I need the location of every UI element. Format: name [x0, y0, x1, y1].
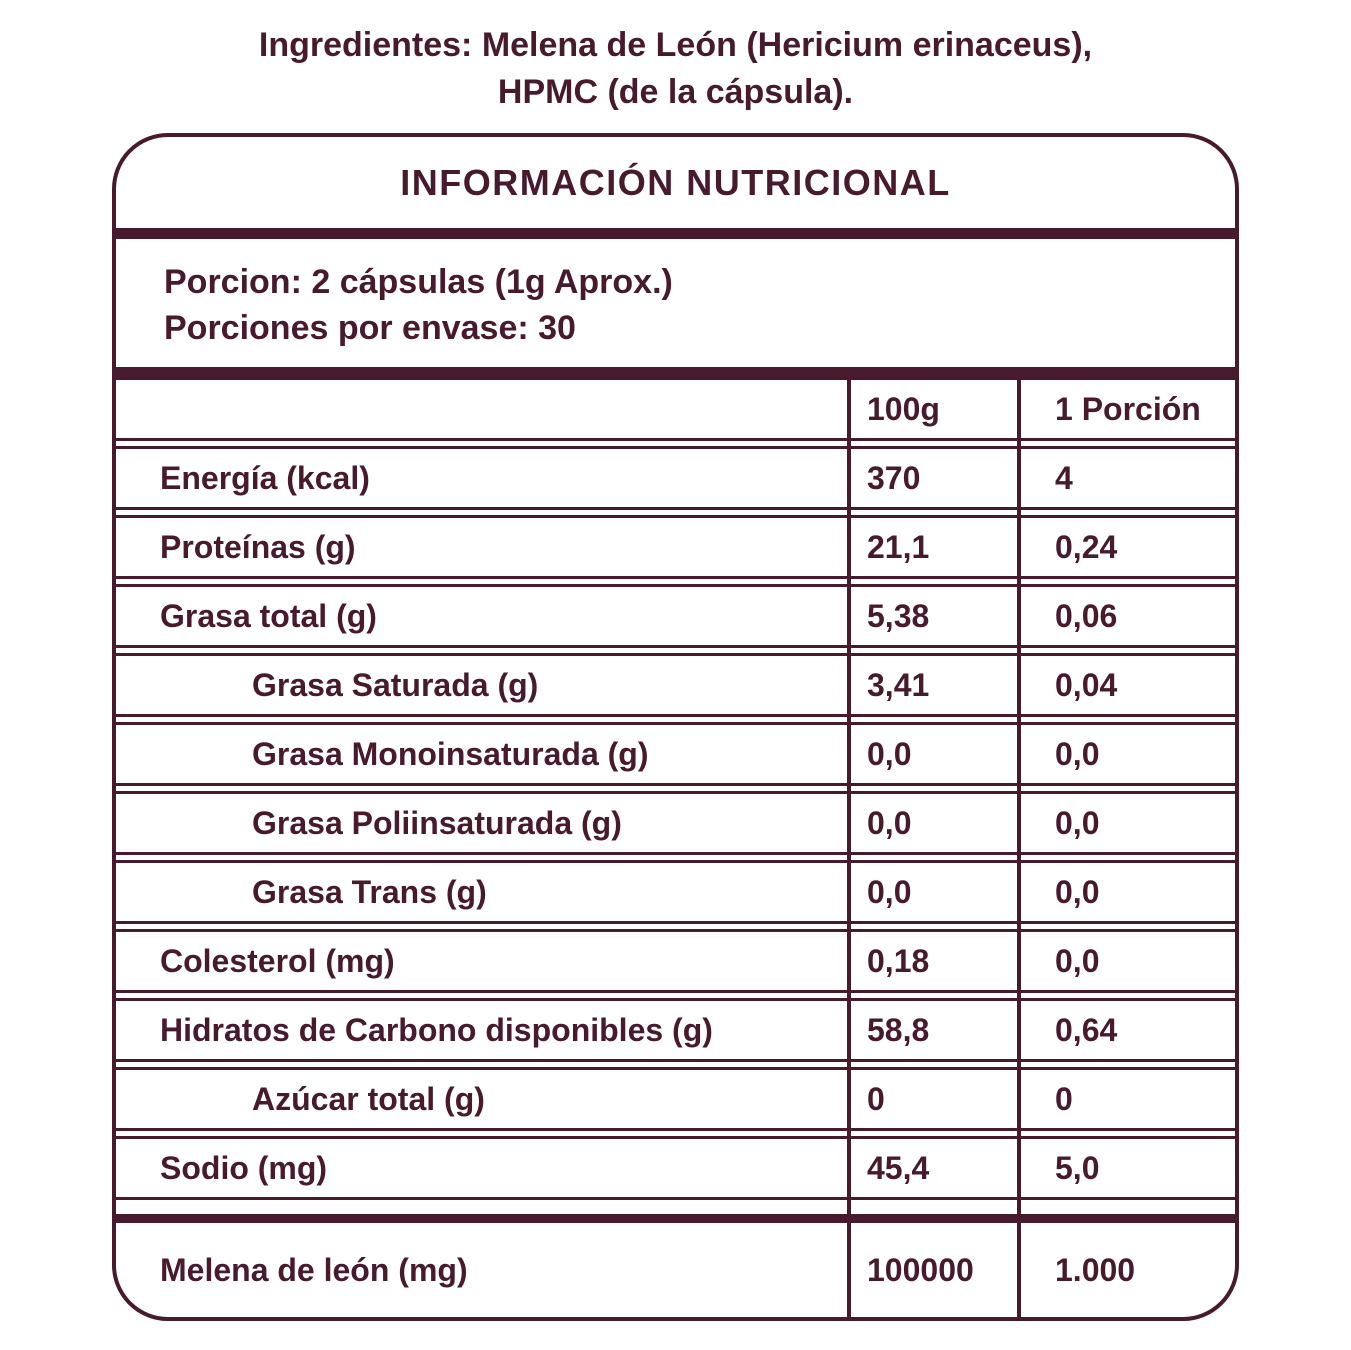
servings-per-container-line: Porciones por envase: 30 — [164, 309, 576, 347]
value-per-100g: 45,4 — [867, 1150, 930, 1186]
table-row-proteinas — [116, 515, 1235, 579]
nutrient-name: Proteínas (g) — [160, 529, 356, 565]
column-header-empty — [116, 380, 847, 438]
value-per-100g: 0,0 — [867, 874, 912, 910]
value-per-100g: 5,38 — [867, 598, 930, 634]
value-per-100g: 100000 — [867, 1252, 974, 1288]
nutrient-name: Sodio (mg) — [160, 1150, 328, 1186]
divider-bar-top — [116, 228, 1235, 239]
value-per-100g: 0 — [867, 1081, 885, 1117]
value-per-portion: 0,0 — [1055, 874, 1100, 910]
table-row-hidratos — [116, 998, 1235, 1062]
value-per-100g: 0,0 — [867, 805, 912, 841]
column-header-portion: 1 Porción — [1055, 391, 1201, 427]
column-divider-2 — [1017, 380, 1021, 1317]
table-row-energia — [116, 446, 1235, 510]
table-row-melena-de-leon — [116, 1223, 1235, 1317]
table-row-grasa-monoinsaturada — [116, 722, 1235, 786]
table-row-grasa-trans — [116, 860, 1235, 924]
value-per-portion: 0,04 — [1055, 667, 1118, 703]
divider-bar-thick — [116, 367, 1235, 380]
table-row-grasa-saturada — [116, 653, 1235, 717]
ingredients-text — [0, 0, 1351, 116]
table-row-azucar-total — [116, 1067, 1235, 1131]
nutrient-name: Grasa Trans (g) — [252, 874, 487, 910]
value-per-portion: 4 — [1055, 460, 1073, 496]
serving-info — [116, 239, 1235, 367]
value-per-100g: 3,41 — [867, 667, 930, 703]
value-per-portion: 0,0 — [1055, 736, 1100, 772]
table-row-colesterol — [116, 929, 1235, 993]
value-per-100g: 370 — [867, 460, 921, 496]
value-per-portion: 0,24 — [1055, 529, 1118, 565]
value-per-100g: 21,1 — [867, 529, 930, 565]
column-divider-1 — [847, 380, 851, 1317]
value-per-100g: 0,18 — [867, 943, 930, 979]
column-header-100g: 100g — [867, 391, 940, 427]
ingredients-line-1: Ingredientes: Melena de León (Hericium erinaceus), — [258, 26, 1093, 64]
divider-bar-bottom — [116, 1214, 1235, 1223]
value-per-portion: 0,0 — [1055, 805, 1100, 841]
ingredients-line-2: HPMC (de la cápsula). — [497, 73, 854, 111]
serving-size-line: Porcion: 2 cápsulas (1g Aprox.) — [164, 263, 673, 301]
nutrient-name: Melena de león (mg) — [160, 1252, 468, 1288]
value-per-portion: 0,06 — [1055, 598, 1118, 634]
nutrient-name: Grasa Poliinsaturada (g) — [252, 805, 622, 841]
table-header-row — [116, 380, 1235, 441]
nutrient-name: Energía (kcal) — [160, 460, 370, 496]
nutrient-name: Grasa Saturada (g) — [252, 667, 539, 703]
value-per-100g: 0,0 — [867, 736, 912, 772]
value-per-portion: 0,64 — [1055, 1012, 1118, 1048]
panel-title: INFORMACIÓN NUTRICIONAL — [400, 161, 951, 203]
nutrient-name: Colesterol (mg) — [160, 943, 395, 979]
table-row-sodio — [116, 1136, 1235, 1200]
value-per-portion: 0 — [1055, 1081, 1073, 1117]
nutrient-name: Grasa Monoinsaturada (g) — [252, 736, 649, 772]
nutrition-facts-panel — [112, 133, 1239, 1321]
value-per-100g: 58,8 — [867, 1012, 930, 1048]
table-row-grasa-total — [116, 584, 1235, 648]
value-per-portion: 5,0 — [1055, 1150, 1100, 1186]
nutrient-name: Grasa total (g) — [160, 598, 377, 634]
nutrition-table — [116, 380, 1235, 1317]
value-per-portion: 0,0 — [1055, 943, 1100, 979]
value-per-portion: 1.000 — [1055, 1252, 1136, 1288]
nutrient-name: Azúcar total (g) — [252, 1081, 485, 1117]
table-row-grasa-poliinsaturada — [116, 791, 1235, 855]
nutrient-name: Hidratos de Carbono disponibles (g) — [160, 1012, 713, 1048]
